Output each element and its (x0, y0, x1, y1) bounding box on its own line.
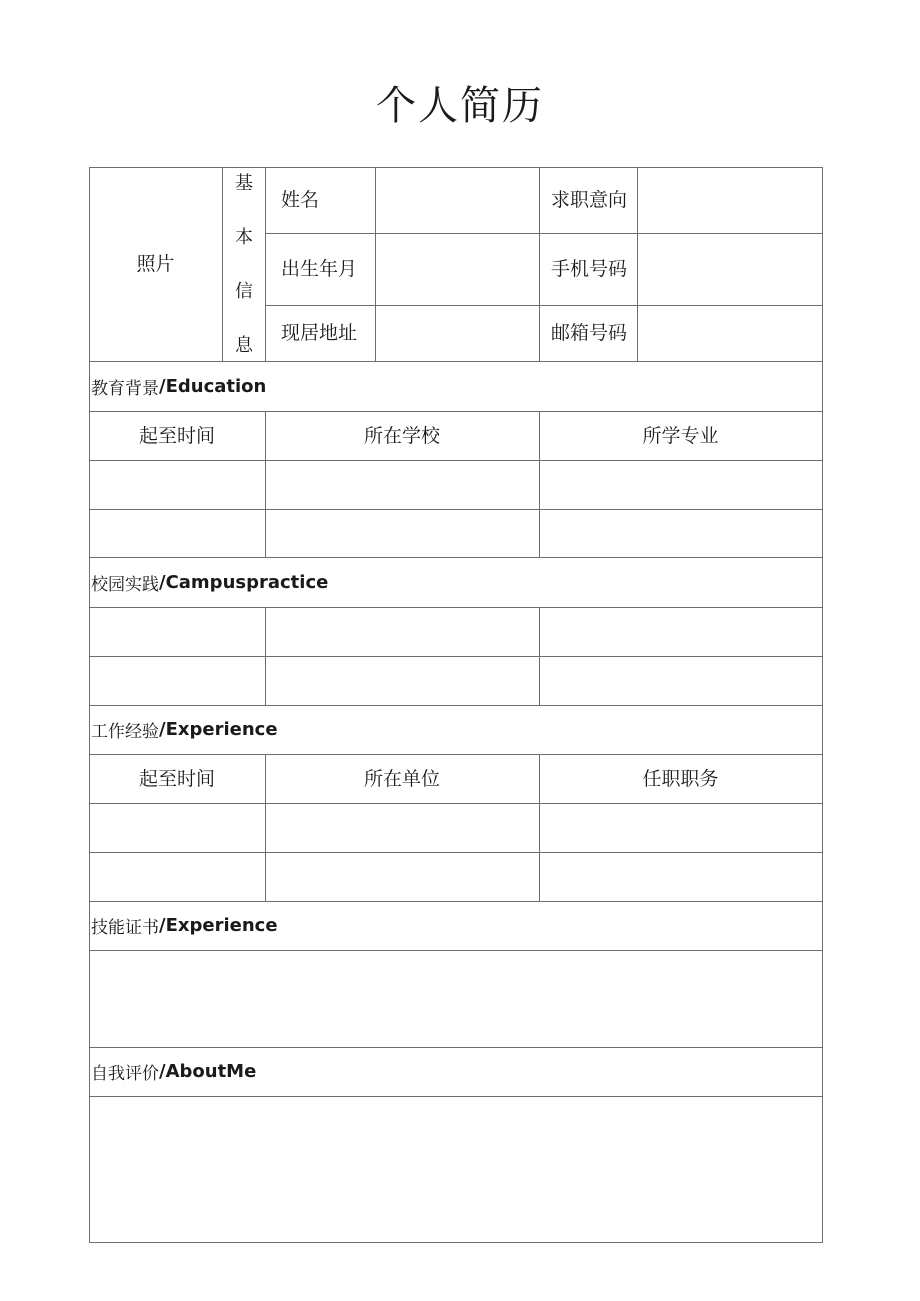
work-heading (91, 705, 278, 754)
phone-label: 手机号码 (551, 258, 628, 280)
name-label: 姓名 (281, 189, 320, 211)
campus-row-cell[interactable] (89, 607, 265, 656)
skills-content-area[interactable] (89, 950, 822, 1047)
about-content-area[interactable] (89, 1096, 822, 1242)
education-row-cell[interactable] (89, 460, 265, 509)
skills-heading-en: /Experience (159, 915, 278, 936)
education-row-cell[interactable] (539, 460, 822, 509)
education-col-period: 起至时间 (138, 424, 215, 447)
page-title: 个人简历 (376, 83, 544, 129)
phone-field[interactable] (637, 233, 822, 305)
address-field[interactable] (375, 305, 539, 361)
name-field[interactable] (375, 167, 539, 233)
about-heading (91, 1047, 256, 1096)
campus-heading-en: /Campuspractice (159, 571, 329, 593)
skills-heading (91, 901, 278, 950)
work-row-cell[interactable] (539, 803, 822, 852)
table-border-bottom (89, 1242, 823, 1243)
work-col-period: 起至时间 (138, 767, 215, 790)
education-heading-cn: 教育背景 (91, 378, 159, 399)
education-row-cell[interactable] (265, 460, 539, 509)
work-col-position: 任职职务 (642, 767, 719, 790)
work-row-cell[interactable] (539, 852, 822, 901)
education-col-major: 所学专业 (642, 424, 719, 447)
birth-label: 出生年月 (281, 258, 358, 280)
work-row-cell[interactable] (265, 852, 539, 901)
campus-heading-cn: 校园实践 (91, 574, 159, 595)
campus-row-cell[interactable] (539, 656, 822, 705)
basic-info-char: 本 (235, 227, 253, 248)
email-field[interactable] (637, 305, 822, 361)
campus-row-cell[interactable] (89, 656, 265, 705)
education-heading (91, 361, 266, 411)
work-heading-en: /Experience (159, 719, 278, 740)
basic-info-char: 信 (235, 281, 253, 302)
work-row-cell[interactable] (89, 852, 265, 901)
campus-heading (91, 557, 328, 607)
education-row-cell[interactable] (89, 509, 265, 557)
divider (222, 167, 223, 361)
campus-row-cell[interactable] (539, 607, 822, 656)
work-row-cell[interactable] (265, 803, 539, 852)
about-heading-cn: 自我评价 (91, 1064, 159, 1084)
education-row-cell[interactable] (265, 509, 539, 557)
work-row-cell[interactable] (89, 803, 265, 852)
basic-info-char: 息 (235, 335, 253, 356)
education-row-cell[interactable] (539, 509, 822, 557)
basic-info-char: 基 (235, 173, 253, 194)
education-heading-en: /Education (159, 375, 267, 397)
job-intention-field[interactable] (637, 167, 822, 233)
birth-field[interactable] (375, 233, 539, 305)
work-col-company: 所在单位 (363, 767, 440, 790)
education-col-school: 所在学校 (363, 424, 440, 447)
campus-row-cell[interactable] (265, 607, 539, 656)
work-heading-cn: 工作经验 (91, 722, 159, 742)
address-label: 现居地址 (281, 322, 358, 344)
about-heading-en: /AboutMe (159, 1061, 257, 1082)
skills-heading-cn: 技能证书 (91, 918, 159, 938)
email-label: 邮箱号码 (551, 322, 628, 344)
photo-placeholder: 照片 (136, 253, 175, 275)
job-intention-label: 求职意向 (551, 189, 628, 211)
campus-row-cell[interactable] (265, 656, 539, 705)
